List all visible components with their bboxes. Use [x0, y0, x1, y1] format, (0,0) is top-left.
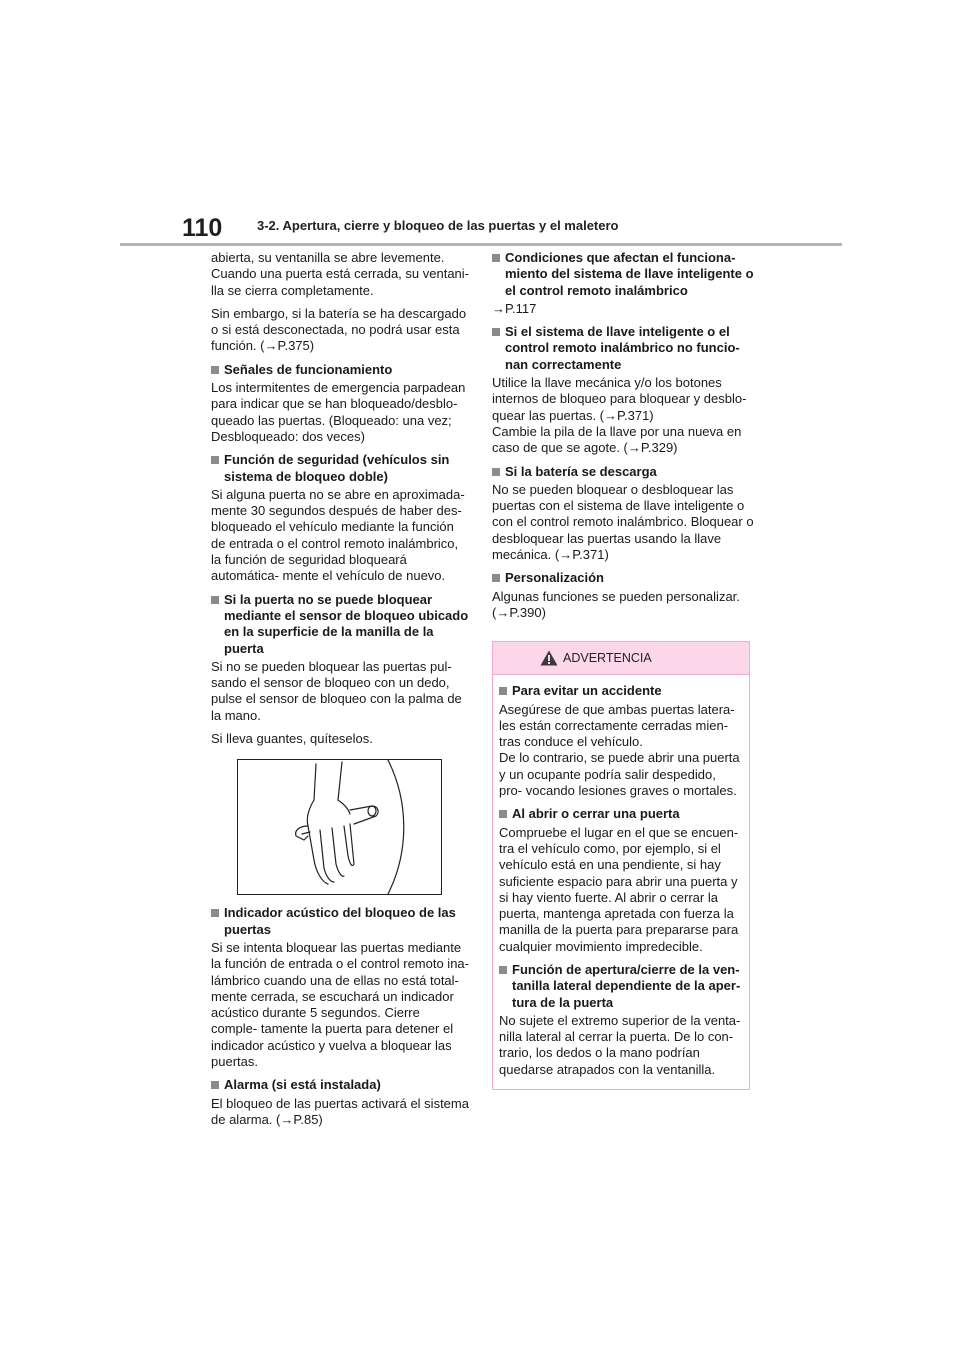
bullet-square-icon	[499, 687, 507, 695]
paragraph: Algunas funciones se pueden personalizar. (→P.390)	[492, 588, 740, 620]
bullet-square-icon	[211, 1081, 219, 1089]
header-rule	[120, 243, 842, 246]
warning-section-heading: Función de apertura/cierre de la ven- tanilla lateral dependiente de la aper- tura de la puerta	[499, 962, 741, 1011]
section-title: 3-2. Apertura, cierre y bloqueo de las puertas y el maletero	[257, 218, 619, 233]
paragraph: Asegúrese de que ambas puertas latera- les están correctamente cerradas mien- tras conduce el vehículo.	[499, 701, 735, 750]
paragraph: No se pueden bloquear o desbloquear las puertas con el sistema de llave inteligente o con el control remoto inalámbrico. Bloquear o desbloquear las puertas usando la llave mecánica. (→P.371)	[492, 481, 754, 563]
bullet-square-icon	[499, 966, 507, 974]
paragraph: Sin embargo, si la batería se ha descargado o si está desconectada, no podrá usar esta función. (→P.375)	[211, 305, 467, 354]
warning-box	[492, 641, 750, 1090]
bullet-square-icon	[211, 456, 219, 464]
left-column	[211, 250, 469, 1135]
bullet-square-icon	[492, 254, 500, 262]
bullet-square-icon	[211, 596, 219, 604]
bullet-square-icon	[499, 810, 507, 818]
paragraph: Los intermitentes de emergencia parpadean para indicar que se han bloqueado/desblo- queado las puertas. (Bloqueado: una vez; Desbloqueado: dos veces)	[211, 380, 466, 444]
paragraph: Si se intenta bloquear las puertas mediante la función de entrada o el control remoto ina- lámbrico cuando una de ellas no está total- mente cerrada, se escuchará un indicador acústico durante 5 segundos. Cierre comple- tamente la puerta para detener el indicador acústico y vuelva a bloquear las puertas.	[211, 939, 469, 1069]
section-heading: Señales de funcionamiento	[211, 362, 469, 378]
section-heading: Indicador acústico del bloqueo de las puertas	[211, 905, 469, 938]
section-heading: Función de seguridad (vehículos sin sistema de bloqueo doble)	[211, 452, 469, 485]
hand-illustration-icon	[238, 760, 441, 894]
section-heading: Alarma (si está instalada)	[211, 1077, 469, 1093]
paragraph: Cambie la pila de la llave por una nueva en caso de que se agote. (→P.329)	[492, 423, 742, 456]
paragraph: De lo contrario, se puede abrir una puerta y un ocupante podría salir despedido, pro- vocando lesiones graves o mortales.	[499, 750, 740, 799]
right-column	[492, 250, 754, 1090]
warning-section-heading: Para evitar un accidente	[499, 683, 741, 699]
paragraph: Compruebe el lugar en el que se encuen- tra el vehículo como, por ejemplo, si el vehículo está en una pendiente, si hay suficiente espacio para abrir una puerta y si hay viento fuerte. Al abrir o cerrar la puerta, mantenga apretada con fuerza la manilla de la puerta para prepararse para cualquier movimiento impredecible.	[499, 824, 739, 954]
warning-header	[493, 642, 749, 675]
page-header	[0, 0, 960, 250]
paragraph: Si alguna puerta no se abre en aproximada- mente 30 segundos después de haber des- bloqueado el vehículo mediante la función de entrada o el control remoto inalámbrico, la función de seguridad bloqueará automática- mente el vehículo de nuevo.	[211, 486, 465, 584]
bullet-square-icon	[492, 328, 500, 336]
section-heading: Si la puerta no se puede bloquear mediante el sensor de bloqueo ubicado en la superficie de la manilla de la puerta	[211, 592, 469, 657]
bullet-square-icon	[211, 366, 219, 374]
page-reference: →P.117	[492, 300, 537, 316]
paragraph: El bloqueo de las puertas activará el sistema de alarma. (→P.85)	[211, 1095, 469, 1127]
bullet-square-icon	[211, 909, 219, 917]
paragraph: Utilice la llave mecánica y/o los botones internos de bloqueo para bloquear y desblo- quear las puertas. (→P.371)	[492, 375, 747, 423]
section-heading: Condiciones que afectan el funciona- miento del sistema de llave inteligente o el control remoto inalámbrico	[492, 250, 754, 299]
section-heading: Si la batería se descarga	[492, 464, 754, 480]
section-heading: Si el sistema de llave inteligente o el control remoto inalámbrico no funcio- nan correctamente	[492, 324, 754, 373]
hand-on-door-handle-illustration	[237, 759, 442, 895]
bullet-square-icon	[492, 574, 500, 582]
warning-section-heading: Al abrir o cerrar una puerta	[499, 806, 741, 822]
bullet-square-icon	[492, 468, 500, 476]
warning-body	[493, 675, 749, 1089]
warning-title: ADVERTENCIA	[563, 651, 652, 666]
paragraph: Si no se pueden bloquear las puertas pul- sando el sensor de bloqueo con un dedo, pulse el sensor de bloqueo con la palma de la mano.	[211, 658, 462, 723]
paragraph: Si lleva guantes, quíteselos.	[211, 731, 373, 747]
page-number: 110	[182, 214, 223, 242]
paragraph: No sujete el extremo superior de la venta- nilla lateral al cerrar la puerta. De lo con- trario, los dedos o la mano podrían quedarse atrapados con la ventanilla.	[499, 1012, 741, 1077]
paragraph: abierta, su ventanilla se abre levemente. Cuando una puerta está cerrada, su ventani- lla se cierra completamente.	[211, 250, 470, 298]
section-heading: Personalización	[492, 570, 754, 586]
warning-triangle-icon	[540, 650, 558, 666]
